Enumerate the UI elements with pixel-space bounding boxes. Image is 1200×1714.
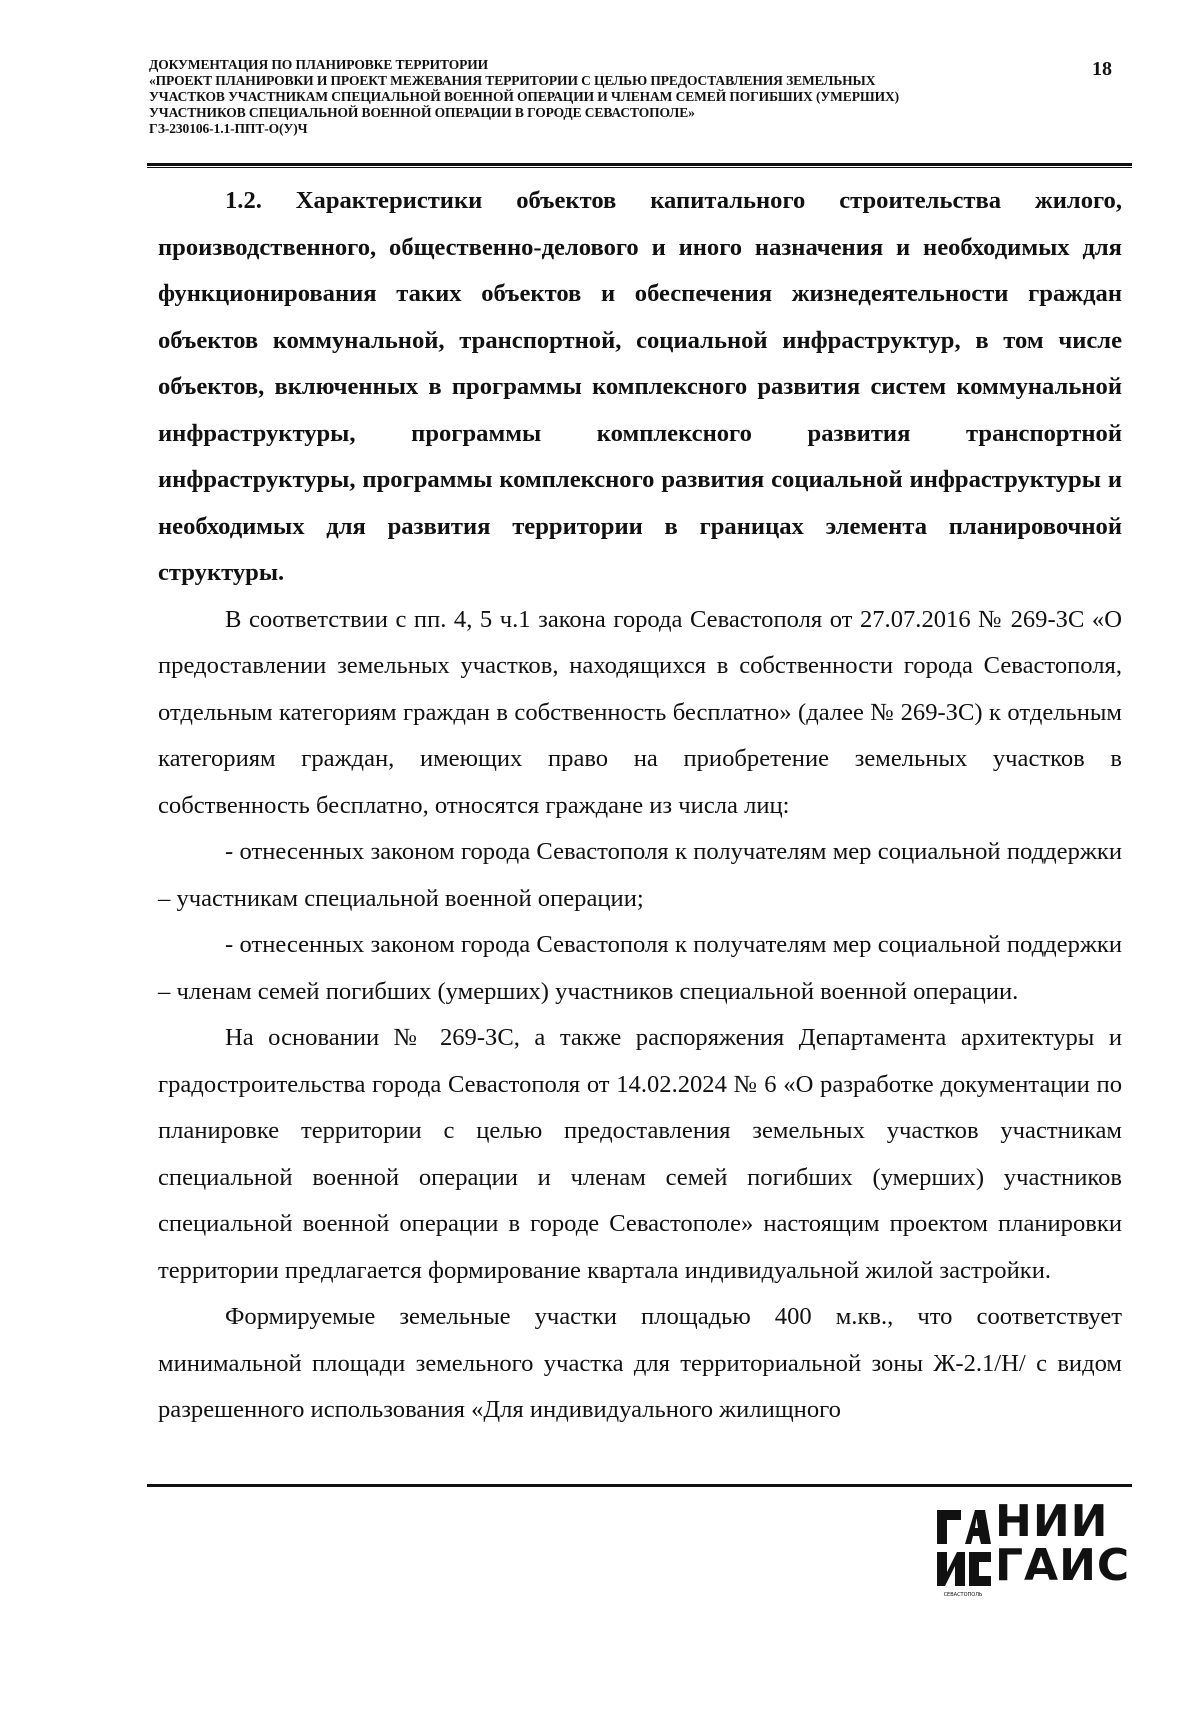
- body-paragraph: В соответствии с пп. 4, 5 ч.1 закона города Севастополя от 27.07.2016 № 269-ЗС «О предоставлении земельных участков, находящихся в собственности города Севастополя, отдельным категориям граждан в собственность бесплатно» (далее № 269-ЗС) к отдельным категориям граждан, имеющих право на приобретение земельных участков в собственность бесплатно, относятся граждане из числа лиц:: [158, 605, 1122, 819]
- header-line: «ПРОЕКТ ПЛАНИРОВКИ И ПРОЕКТ МЕЖЕВАНИЯ ТЕРРИТОРИИ С ЦЕЛЬЮ ПРЕДОСТАВЛЕНИЯ ЗЕМЕЛЬНЫХ: [149, 73, 876, 88]
- document-code: ГЗ-230106-1.1-ППТ-О(У)Ч: [149, 121, 308, 136]
- page-number: 18: [1092, 58, 1112, 80]
- list-item: - отнесенных законом города Севастополя к получателям мер социальной поддержки – участникам специальной военной операции;: [158, 838, 1122, 912]
- company-logo: [935, 1496, 1135, 1600]
- list-item: - отнесенных законом города Севастополя к получателям мер социальной поддержки – членам семей погибших (умерших) участников специальной военной операции.: [158, 931, 1122, 1005]
- logo-line: ГАИС: [995, 1540, 1131, 1591]
- logo-wordmark: [995, 1496, 1131, 1591]
- document-body: [158, 178, 1122, 1434]
- header-divider: [147, 163, 1132, 168]
- body-paragraph: На основании № 269-ЗС, а также распоряжения Департамента архитектуры и градостроительства города Севастополя от 14.02.2024 № 6 «О разработке документации по планировке территории с целью предоставления земельных участков участникам специальной военной операции и членам семей погибших (умерших) участников специальной военной операции в городе Севастополе» настоящим проектом планировки территории предлагается формирование квартала индивидуальной жилой застройки.: [158, 1024, 1122, 1284]
- document-header: [149, 57, 1079, 137]
- logo-city: СЕВАСТОПОЛЬ: [943, 1592, 983, 1598]
- header-line: УЧАСТНИКОВ СПЕЦИАЛЬНОЙ ВОЕННОЙ ОПЕРАЦИИ В ГОРОДЕ СЕВАСТОПОЛЕ»: [149, 105, 695, 120]
- footer-divider: [147, 1484, 1132, 1487]
- header-line: ДОКУМЕНТАЦИЯ ПО ПЛАНИРОВКЕ ТЕРРИТОРИИ: [149, 57, 489, 72]
- header-line: УЧАСТКОВ УЧАСТНИКАМ СПЕЦИАЛЬНОЙ ВОЕННОЙ ОПЕРАЦИИ И ЧЛЕНАМ СЕМЕЙ ПОГИБШИХ (УМЕРШИХ): [149, 89, 900, 104]
- logo-line: НИИ: [995, 1496, 1109, 1547]
- body-paragraph: Формируемые земельные участки площадью 400 м.кв., что соответствует минимальной площади земельного участка для территориальной зоны Ж-2.1/Н/ с видом разрешенного использования «Для индивидуального жилищного: [158, 1303, 1122, 1423]
- section-heading: 1.2. Характеристики объектов капитального строительства жилого, производственного, общественно-делового и иного назначения и необходимых для функционирования таких объектов и обеспечения жизнедеятельности граждан объектов коммунальной, транспортной, социальной инфраструктур, в том числе объектов, включенных в программы комплексного развития систем коммунальной инфраструктуры, программы комплексного развития транспортной инфраструктуры, программы комплексного развития социальной инфраструктуры и необходимых для развития территории в границах элемента планировочной структуры.: [158, 187, 1122, 586]
- gaisk-monogram-icon: [935, 1506, 991, 1592]
